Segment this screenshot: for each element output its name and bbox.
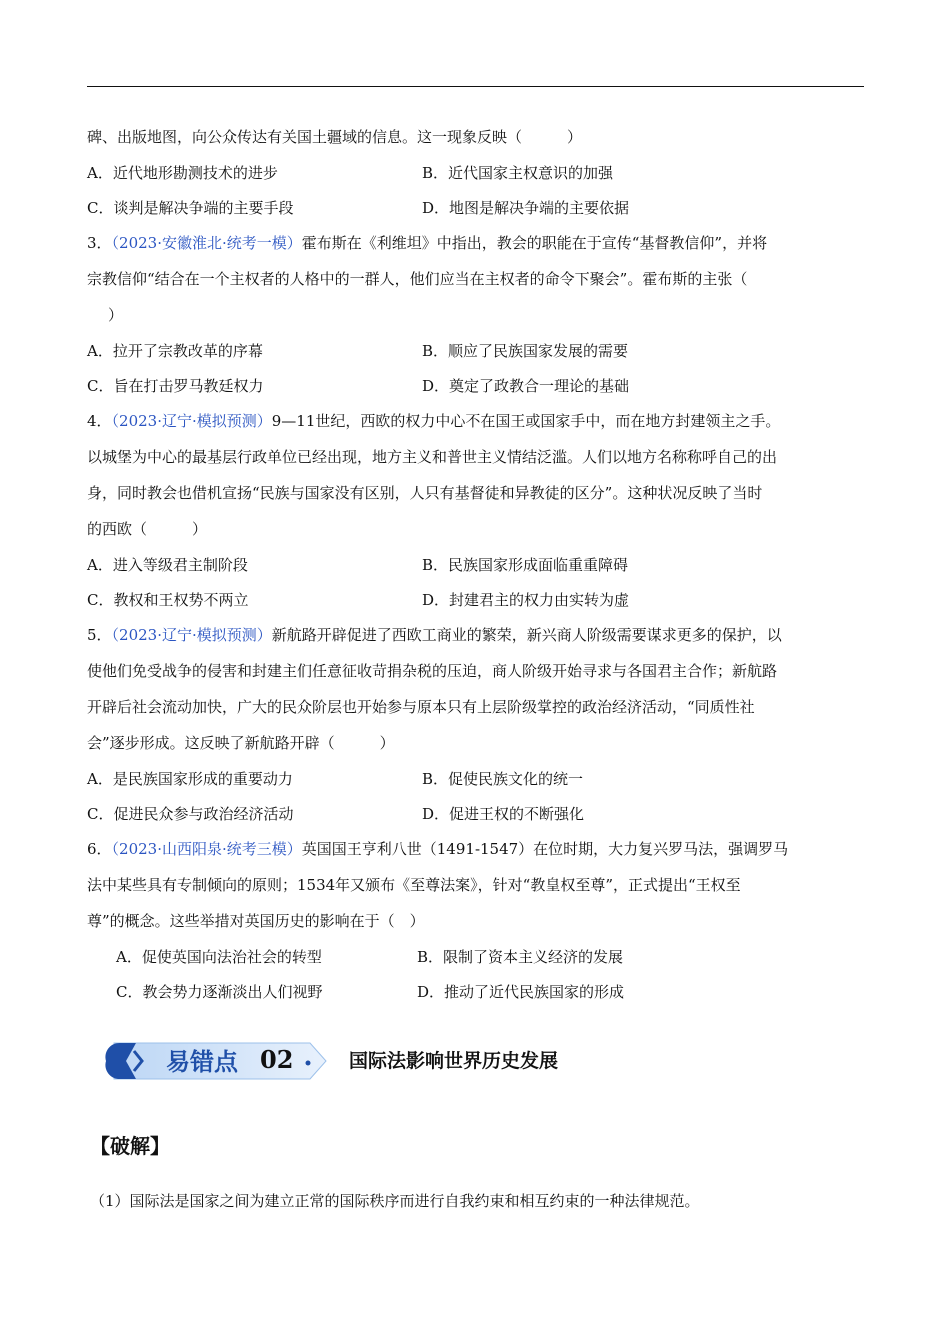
q5-source: （2023·辽宁·模拟预测） <box>111 626 272 644</box>
q6-option-d[interactable]: D．推动了近代民族国家的形成 <box>417 983 625 1001</box>
q6-option-a[interactable]: A．促使英国向法治社会的转型 <box>116 948 322 966</box>
q6-option-b[interactable]: B．限制了资本主义经济的发展 <box>417 948 624 966</box>
q5-options-row-2 <box>87 801 864 836</box>
section-title: 国际法影响世界历史发展 <box>349 1050 559 1072</box>
q4-options-row-1 <box>87 552 864 587</box>
q2-option-c[interactable]: C．谈判是解决争端的主要手段 <box>87 199 294 217</box>
q4-number: 4． <box>87 412 112 430</box>
q3-stem-line-2: 宗教信仰“结合在一个主权者的人格中的一群人，他们应当在主权者的命令下聚会”。霍布斯的主张（ <box>87 270 748 288</box>
q5-option-d[interactable]: D．促进王权的不断强化 <box>422 805 585 823</box>
q4-stem-line-1 <box>87 408 864 444</box>
q6-stem-line-2: 法中某些具有专制倾向的原则；1534年又颁布《至尊法案》，针对“教皇权至尊”，正式提出“王权至 <box>87 876 741 894</box>
q2-options-row-2 <box>87 195 864 230</box>
q4-options-row-2 <box>87 587 864 622</box>
q4-stem-line-2: 以城堡为中心的最基层行政单位已经出现，地方主义和普世主义情结泛滥。人们以地方名称称呼自己的出 <box>87 448 778 466</box>
q5-stem-line-3: 开辟后社会流动加快，广大的民众阶层也开始参与原本只有上层阶级掌控的政治经济活动，“同质性社 <box>87 698 755 716</box>
q5-options-row-1 <box>87 766 864 801</box>
q3-text-1: 霍布斯在《利维坦》中指出，教会的职能在于宣传“基督教信仰”，并将 <box>301 234 768 252</box>
q5-stem-line-4: 会”逐步形成。这反映了新航路开辟（ ） <box>87 734 395 752</box>
q3-stem-line-3: ） <box>93 306 124 324</box>
q6-options-row-1 <box>87 944 864 979</box>
q6-stem-line-3: 尊”的概念。这些举措对英国历史的影响在于（ ） <box>87 912 425 930</box>
q5-option-a[interactable]: A．是民族国家形成的重要动力 <box>87 770 293 788</box>
q5-option-b[interactable]: B．促使民族文化的统一 <box>422 770 584 788</box>
q6-stem-line-1 <box>87 836 864 872</box>
q4-option-a[interactable]: A．进入等级君主制阶段 <box>87 556 248 574</box>
q6-option-c[interactable]: C．教会势力逐渐淡出人们视野 <box>116 983 323 1001</box>
q3-options-row-1 <box>87 338 864 373</box>
q5-text-1: 新航路开辟促进了西欧工商业的繁荣，新兴商人阶级需要谋求更多的保护，以 <box>271 626 782 644</box>
q2-option-b[interactable]: B．近代国家主权意识的加强 <box>422 164 614 182</box>
q6-text-1: 英国国王亨利八世（1491-1547）在位时期，大力复兴罗马法，强调罗马 <box>301 840 789 858</box>
q3-option-c[interactable]: C．旨在打击罗马教廷权力 <box>87 377 264 395</box>
question-list <box>87 124 864 1014</box>
q3-option-b[interactable]: B．顺应了民族国家发展的需要 <box>422 342 629 360</box>
section-note: （1）国际法是国家之间为建立正常的国际秩序而进行自我约束和相互约束的一种法律规范。 <box>90 1192 700 1210</box>
q3-source: （2023·安徽淮北·统考一模） <box>111 234 302 252</box>
q4-option-b[interactable]: B．民族国家形成面临重重障碍 <box>422 556 629 574</box>
q4-stem-line-3: 身，同时教会也借机宣扬“民族与国家没有区别，人只有基督徒和异教徒的区分”。这种状况反映了当时 <box>87 484 763 502</box>
q3-option-d[interactable]: D．奠定了政教合一理论的基础 <box>422 377 630 395</box>
q4-option-d[interactable]: D．封建君主的权力由实转为虚 <box>422 591 630 609</box>
dot-icon <box>306 1061 311 1066</box>
header-rule <box>87 86 864 87</box>
q3-stem-line-1 <box>87 230 864 266</box>
banner-label: 易错点 <box>166 1048 238 1076</box>
q5-stem-line-1 <box>87 622 864 658</box>
q4-text-1: 9—11世纪，西欧的权力中心不在国王或国家手中，而在地方封建领主之手。 <box>271 412 781 430</box>
q5-stem-line-2: 使他们免受战争的侵害和封建主们任意征收苛捐杂税的压迫，商人阶级开始寻求与各国君主合作；新航路 <box>87 662 778 680</box>
q2-option-a[interactable]: A．近代地形勘测技术的进步 <box>87 164 278 182</box>
q5-option-c[interactable]: C．促进民众参与政治经济活动 <box>87 805 294 823</box>
q6-number: 6． <box>87 840 112 858</box>
q2-option-d[interactable]: D．地图是解决争端的主要依据 <box>422 199 630 217</box>
q4-stem-line-4: 的西欧（ ） <box>87 520 208 538</box>
q3-options-row-2 <box>87 373 864 408</box>
section-heading: 【破解】 <box>90 1134 170 1158</box>
q4-option-c[interactable]: C．教权和王权势不两立 <box>87 591 249 609</box>
q3-number: 3． <box>87 234 112 252</box>
banner-number: 02 <box>260 1045 294 1074</box>
q2-stem: 碑、出版地图，向公众传达有关国土疆域的信息。这一现象反映（ ） <box>87 128 583 146</box>
q6-source: （2023·山西阳泉·统考三模） <box>111 840 302 858</box>
q6-options-row-2 <box>87 979 864 1014</box>
section-banner <box>100 1037 340 1085</box>
q4-source: （2023·辽宁·模拟预测） <box>111 412 272 430</box>
q5-number: 5． <box>87 626 112 644</box>
q3-option-a[interactable]: A．拉开了宗教改革的序幕 <box>87 342 263 360</box>
q2-options-row-1 <box>87 160 864 195</box>
